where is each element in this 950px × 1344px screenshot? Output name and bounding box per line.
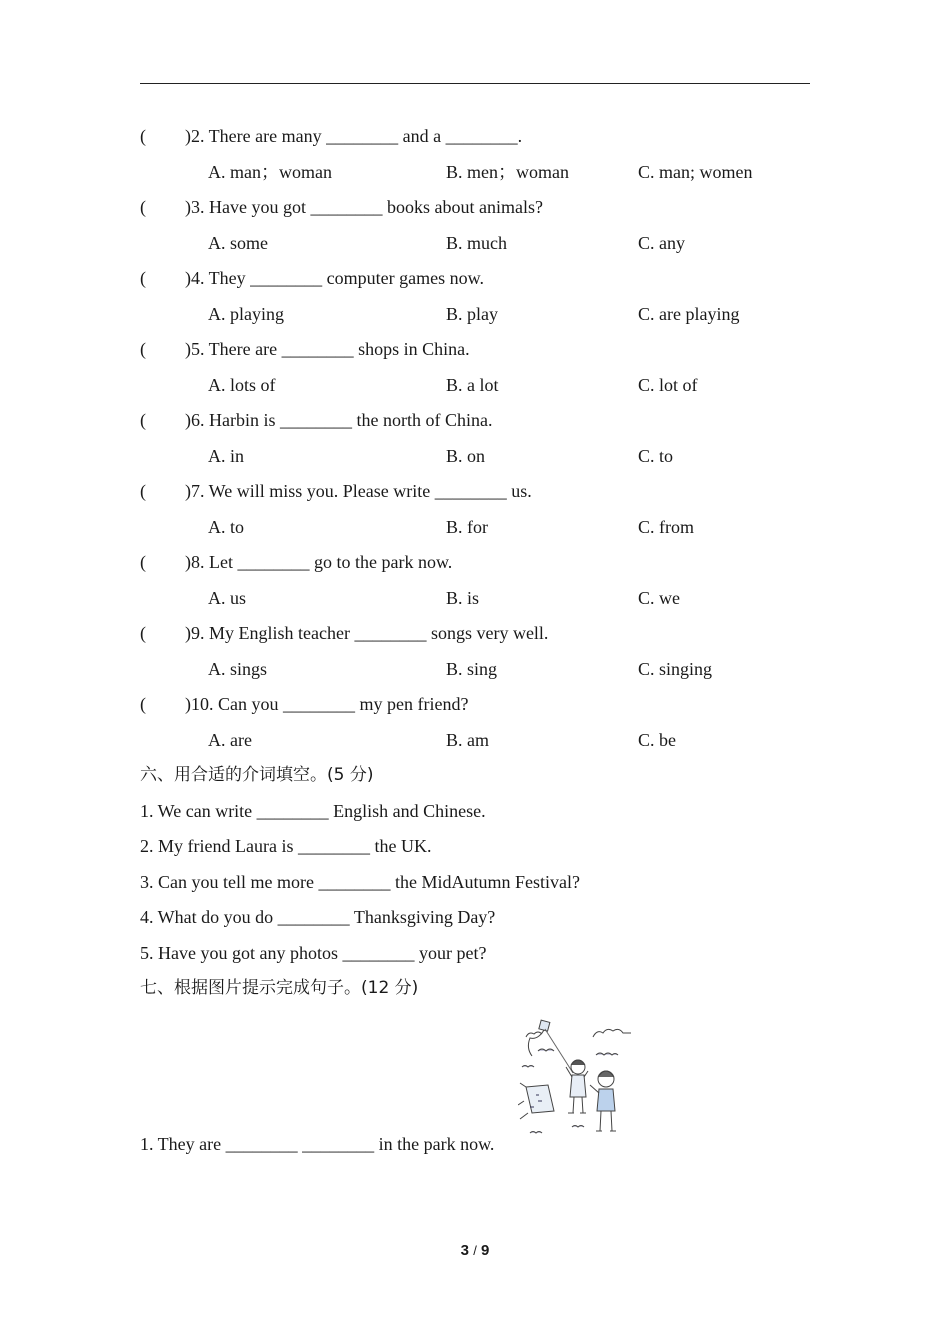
option-c: C. man; women bbox=[638, 161, 753, 182]
section-6-item-4: 4. What do you do ________ Thanksgiving Day? bbox=[140, 907, 496, 927]
option-c: C. are playing bbox=[638, 303, 740, 324]
option-b: B. is bbox=[446, 587, 480, 608]
section-6-item-1: 1. We can write ________ English and Chinese. bbox=[140, 800, 486, 821]
options-8 bbox=[140, 581, 820, 617]
question-text: )2. There are many ________ and a ________. bbox=[185, 126, 523, 146]
option-c: C. be bbox=[638, 729, 676, 750]
exercise-content bbox=[140, 119, 820, 1007]
current-page: 3 bbox=[460, 1242, 470, 1259]
option-b: B. on bbox=[446, 445, 486, 466]
question-2 bbox=[140, 119, 820, 155]
option-a: A. playing bbox=[208, 303, 284, 324]
answer-bracket: ( bbox=[140, 339, 146, 359]
section-6-item-2: 2. My friend Laura is ________ the UK. bbox=[140, 836, 432, 856]
header-rule bbox=[140, 83, 810, 84]
options-7 bbox=[140, 510, 820, 546]
options-3 bbox=[140, 226, 820, 262]
option-c: C. singing bbox=[638, 658, 713, 679]
answer-bracket: ( bbox=[140, 623, 146, 643]
question-6 bbox=[140, 403, 820, 439]
option-c: C. we bbox=[638, 587, 680, 608]
option-a: A. are bbox=[208, 729, 252, 750]
question-4 bbox=[140, 261, 820, 297]
option-b: B. for bbox=[446, 516, 488, 537]
option-a: A. in bbox=[208, 445, 244, 466]
answer-bracket: ( bbox=[140, 552, 146, 572]
total-pages: 9 bbox=[480, 1242, 490, 1259]
option-b: B. sing bbox=[446, 658, 498, 679]
question-10 bbox=[140, 687, 820, 723]
answer-bracket: ( bbox=[140, 268, 146, 288]
question-8 bbox=[140, 545, 820, 581]
options-2 bbox=[140, 155, 820, 191]
options-4 bbox=[140, 297, 820, 333]
question-text: )3. Have you got ________ books about animals? bbox=[185, 197, 543, 217]
section-6-heading: 六、用合适的介词填空。(5 分) bbox=[140, 765, 374, 785]
option-a: A. sings bbox=[208, 658, 268, 679]
options-9 bbox=[140, 652, 820, 688]
option-b: B. a lot bbox=[446, 374, 499, 395]
question-text: )10. Can you ________ my pen friend? bbox=[185, 694, 469, 714]
question-9 bbox=[140, 616, 820, 652]
option-a: A. us bbox=[208, 587, 247, 608]
answer-bracket: ( bbox=[140, 197, 146, 217]
question-text: )7. We will miss you. Please write ________ us. bbox=[185, 481, 532, 501]
question-text: )4. They ________ computer games now. bbox=[185, 268, 484, 288]
option-b: B. much bbox=[446, 232, 507, 253]
option-a: A. some bbox=[208, 232, 268, 253]
options-6 bbox=[140, 439, 820, 475]
options-10 bbox=[140, 723, 820, 759]
option-a: A. to bbox=[208, 516, 244, 537]
section-6-item-3: 3. Can you tell me more ________ the MidAutumn Festival? bbox=[140, 871, 580, 892]
answer-bracket: ( bbox=[140, 126, 146, 146]
answer-bracket: ( bbox=[140, 694, 146, 714]
question-3 bbox=[140, 190, 820, 226]
page-separator: / bbox=[473, 1243, 477, 1258]
question-7 bbox=[140, 474, 820, 510]
option-c: C. from bbox=[638, 516, 694, 537]
answer-bracket: ( bbox=[140, 410, 146, 430]
page-number bbox=[0, 1242, 950, 1259]
option-b: B. am bbox=[446, 729, 489, 750]
question-5 bbox=[140, 332, 820, 368]
option-c: C. any bbox=[638, 232, 685, 253]
option-c: C. lot of bbox=[638, 374, 698, 395]
question-text: )6. Harbin is ________ the north of China. bbox=[185, 410, 493, 430]
question-text: )8. Let ________ go to the park now. bbox=[185, 552, 453, 572]
option-b: B. men；woman bbox=[446, 161, 569, 182]
options-5 bbox=[140, 368, 820, 404]
option-c: C. to bbox=[638, 445, 674, 466]
option-a: A. man；woman bbox=[208, 161, 332, 182]
question-text: )5. There are ________ shops in China. bbox=[185, 339, 470, 359]
option-b: B. play bbox=[446, 303, 498, 324]
section-6-item-5: 5. Have you got any photos ________ your pet? bbox=[140, 942, 487, 963]
section-7-heading: 七、根据图片提示完成句子。(12 分) bbox=[140, 978, 419, 998]
question-text: )9. My English teacher ________ songs very well. bbox=[185, 623, 549, 643]
answer-bracket: ( bbox=[140, 481, 146, 501]
kite-flying-illustration bbox=[518, 1015, 636, 1147]
option-a: A. lots of bbox=[208, 374, 276, 395]
section-7-item-1: 1. They are ________ ________ in the park now. bbox=[140, 1134, 495, 1154]
